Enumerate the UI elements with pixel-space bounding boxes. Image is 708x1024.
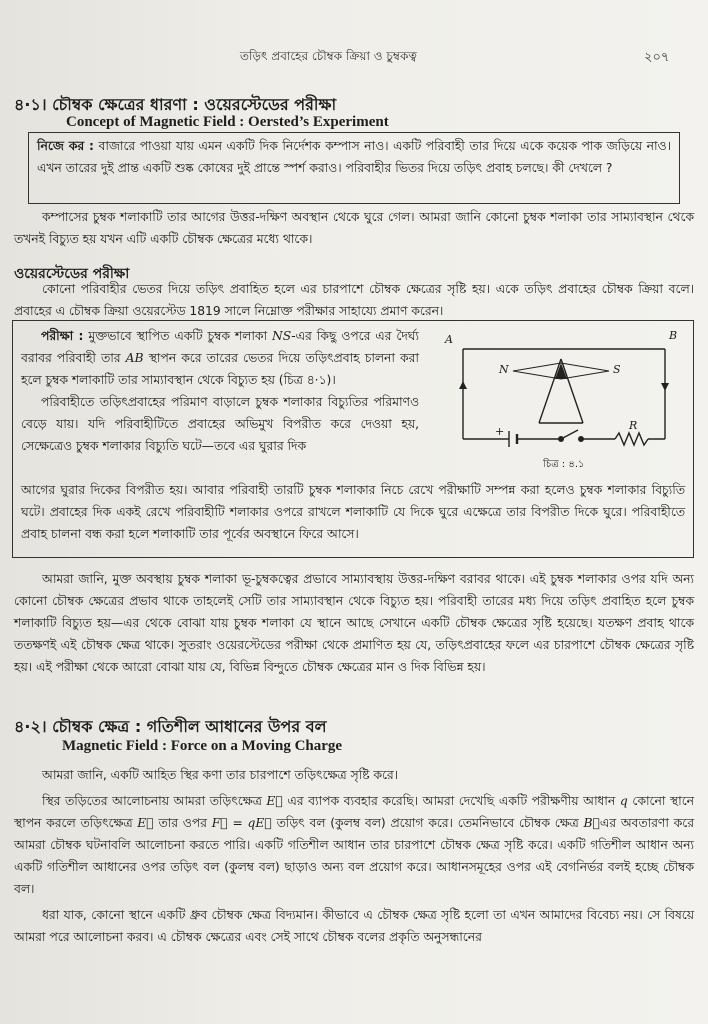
oersted-experiment-heading: ওয়েরস্টেডের পরীক্ষা <box>14 266 130 282</box>
experiment-text-3: আগের ঘুরার দিকের বিপরীত হয়। আবার পরিবাহী তারটি চুম্বক শলাকার নিচে রেখে পরীক্ষাটি সম্পন্ন করা হলেও চুম্বক শলাকার বিচ্যুতি ঘটে। প্রবাহের দিক একই রেখে পরিবাহীটি শলাকার ওপরে রাখলে শলাকাটি যে দিকে ঘুরে এক্ষেত্রে তার বিপরীত দিকে ঘুরে। পরিবাহীতে প্রবাহ চালনা বন্ধ করা হলে শলাকাটি তার পূর্বের অবস্থানে ফিরে আসে। <box>21 483 685 541</box>
text-span: তার ওপর <box>158 816 207 830</box>
charge-q-symbol: q <box>619 794 628 808</box>
label-r: R <box>629 419 638 432</box>
figure-caption: চিত্র : ৪.১ <box>543 459 585 470</box>
do-it-yourself-box <box>28 132 680 204</box>
experiment-label: পরীক্ষা : <box>41 329 84 343</box>
oersted-figure <box>433 327 691 477</box>
paragraph-magnetic-effect: কোনো পরিবাহীর ভেতর দিয়ে তড়িৎ প্রবাহিত হলে এর চারপাশে চৌম্বক ক্ষেত্রের সৃষ্টি হয়। একে তড়িৎ প্রবাহের চৌম্বক ক্রিয়া বলে। প্রবাহের এ চৌম্বক ক্রিয়া ওয়েরস্টেড 1819 সালে নিম্নোক্ত পরীক্ষার সাহায্যে প্রমাণ করেন। <box>14 282 694 318</box>
experiment-text-top <box>21 325 419 457</box>
label-n: N <box>499 363 509 376</box>
arrow-up-left <box>459 381 467 389</box>
do-it-yourself-label: নিজে কর : <box>37 139 94 153</box>
section-4-1-heading: ৪·১। চৌম্বক ক্ষেত্রের ধারণা : ওয়েরস্টেডের পরীক্ষা <box>14 95 337 114</box>
paragraph-constant-field: ধরা যাক, কোনো স্থানে একটি ধ্রুব চৌম্বক ক্ষেত্র বিদ্যমান। কীভাবে এ চৌম্বক ক্ষেত্র সৃষ্টি হলো তা এখন আমাদের বিবেচ্য নয়। সে বিষয়ে আমরা পরে আলোচনা করব। এ চৌম্বক ক্ষেত্রের এবং সেই সাথে চৌম্বক বলের প্রকৃতি অনুসন্ধানের <box>14 908 694 944</box>
needle-ns-symbol: NS <box>272 329 292 343</box>
label-a: A <box>445 333 453 346</box>
running-title: তড়িৎ প্রবাহের চৌম্বক ক্রিয়া ও চুম্বকত্ব <box>240 49 417 63</box>
experiment-text-1c: স্থাপন করে তারের ভেতর দিয়ে তড়িৎপ্রবাহ চালনা করা হলে চুম্বক শলাকাটি তার সাম্যাবস্থান থেকে বিচ্যুত হয় (চিত্র ৪·১)। <box>21 351 419 387</box>
experiment-text-2: পরিবাহীতে তড়িৎপ্রবাহের পরিমাণ বাড়ালে চুম্বক শলাকার বিচ্যুতির পরিমাণও বেড়ে যায়। যদি পরিবাহীটিতে প্রবাহের অভিমুখ বিপরীত করে দেওয়া হয়, সেক্ষেত্রেও চুম্বক শলাকার বিচ্যুতি ঘটে—তবে এর ঘুরার দিক <box>21 395 419 453</box>
arrow-down-right <box>661 383 669 391</box>
text-span: এর অবতারণা করে আমরা চৌম্বক ঘটনাবলি আলোচনা করতে পারি। একটি গতিশীল আধান তার চারপাশে চৌম্বক ক্ষেত্র সৃষ্টি করে। একটি গতিশীল আধান অন্য একটি গতিশীল আধানের ওপর তড়িৎ বল (কুলম্ব বল) ছাড়াও অন্য বল প্রয়োগ করে। আধানসমূহের ওপর এই বেগনির্ভর বলই হচ্ছে চৌম্বক বল। <box>14 816 694 896</box>
experiment-box <box>12 320 694 558</box>
resistor <box>615 433 648 445</box>
page-number: ২০৭ <box>644 50 670 65</box>
section-4-2-heading: ৪·২। চৌম্বক ক্ষেত্র : গতিশীল আধানের উপর বল <box>14 717 327 736</box>
paragraph-conclusion: আমরা জানি, মুক্ত অবস্থায় চুম্বক শলাকা ভূ-চুম্বকত্বের প্রভাবে সাম্যাবস্থায় উত্তর-দক্ষিণ বরাবর থাকে। এই চুম্বক শলাকার ওপর যদি অন্য কোনো চৌম্বক ক্ষেত্রের প্রভাব থাকে তাহলেই সেটি তার সাম্যাবস্থান থেকে বিচ্যুত হয়। পরিবাহী তারের মধ্য দিয়ে তড়িৎ প্রবাহিত হলে চুম্বক শলাকাটি বিচ্যুত হয়—এর থেকে বোঝা যায় চুম্বক শলাকা যে স্থানে আছে সেখানে একটি চৌম্বক ক্ষেত্রের সৃষ্টি হয়েছে। যতক্ষণ প্রবাহ থাকে ততক্ষণই এই চৌম্বক ক্ষেত্র থাকে। সুতরাং ওয়েরস্টেডের পরীক্ষা থেকে প্রমাণিত হয় যে, তড়িৎপ্রবাহের ফলে এর চারপাশে চৌম্বক ক্ষেত্রের সৃষ্টি হয়। এই পরীক্ষা থেকে আরো বোঝা যায় যে, বিভিন্ন বিন্দুতে চৌম্বক ক্ষেত্রের মান ও দিক বিভিন্ন হয়। <box>14 572 694 674</box>
label-b: B <box>669 329 678 342</box>
label-s: S <box>613 363 621 376</box>
coulomb-force-equation: F⃗ = qE⃗ <box>211 816 272 830</box>
key-terminal-2 <box>578 436 584 442</box>
section-4-2-subheading: Magnetic Field : Force on a Moving Charge <box>62 738 343 754</box>
experiment-text-1b: -এর কিছু ওপরে এর দৈর্ঘ্য বরাবর পরিবাহী তার <box>21 329 419 365</box>
do-it-yourself-text: বাজারে পাওয়া যায় এমন একটি দিক নির্দেশক কম্পাস নাও। একটি পরিবাহী তার দিয়ে একে কয়েক পাক জড়িয়ে নাও। এখন তারের দুই প্রান্ত একটি শুষ্ক কোষের দুই প্রান্তে স্পর্শ করাও। পরিবাহীর ভিতর দিয়ে তড়িৎ প্রবাহ চলছে। কী দেখলে ? <box>37 139 671 175</box>
label-plus: + <box>495 425 505 438</box>
vector-e-symbol-2: E⃗ <box>137 816 154 830</box>
text-span: এর ব্যাপক ব্যবহার করেছি। আমরা দেখেছি একটি পরীক্ষণীয় আধান <box>287 794 616 808</box>
text-span: তড়িৎ বল (কুলম্ব বল) প্রয়োগ করে। তেমনিভাবে চৌম্বক ক্ষেত্র <box>276 816 579 830</box>
text-span: কোনো স্থানে স্থাপন করলে তড়িৎক্ষেত্র <box>14 794 694 830</box>
oersted-circuit-diagram <box>433 327 691 477</box>
paragraph-compass-deflection: কম্পাসের চুম্বক শলাকাটি তার আগের উত্তর-দক্ষিণ অবস্থান থেকে ঘুরে গেল। আমরা জানি কোনো চুম্বক শলাকা তার সাম্যাবস্থান থেকে তখনই বিচ্যুত হয় যখন এটি একটি চৌম্বক ক্ষেত্রের মধ্যে থাকে। <box>14 210 694 246</box>
wire-ab-symbol: AB <box>125 351 144 365</box>
running-head <box>0 48 708 68</box>
section-4-1-subheading: Concept of Magnetic Field : Oersted’s Experiment <box>66 114 389 130</box>
paragraph-electric-field <box>14 790 694 900</box>
vector-b-symbol: B⃗ <box>583 816 600 830</box>
key-terminal-1 <box>558 436 564 442</box>
text-span: স্থির তড়িতের আলোচনায় আমরা তড়িৎক্ষেত্র <box>42 794 262 808</box>
vector-e-symbol: E⃗ <box>266 794 283 808</box>
experiment-text-1a: মুক্তভাবে স্থাপিত একটি চুম্বক শলাকা <box>88 329 268 343</box>
paragraph-static-charge: আমরা জানি, একটি আহিত স্থির কণা তার চারপাশে তড়িৎক্ষেত্র সৃষ্টি করে। <box>42 768 399 782</box>
